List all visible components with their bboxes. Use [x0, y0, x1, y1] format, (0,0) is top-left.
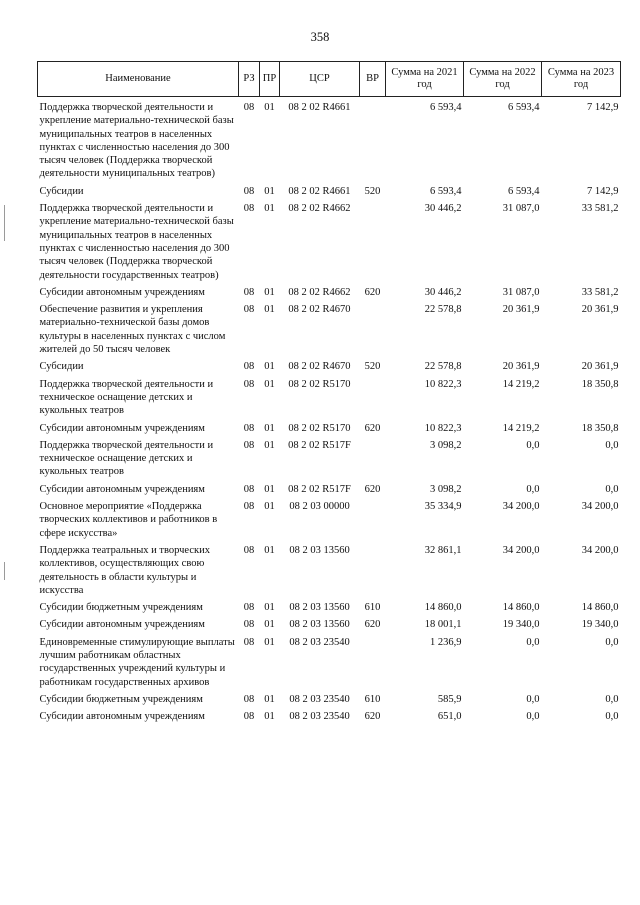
cell-sum-2021: 10 822,3 — [424, 378, 462, 390]
cell-sum-2021: 30 446,2 — [424, 286, 462, 298]
cell-sum-2023: 33 581,2 — [581, 286, 619, 298]
header-vr: ВР — [360, 62, 386, 97]
cell-sum-2022: 34 200,0 — [502, 544, 540, 556]
cell-name: Субсидии — [39, 361, 84, 373]
table-row — [38, 286, 621, 303]
cell-sum-2023: 18 350,8 — [581, 378, 619, 390]
cell-pr: 01 — [264, 185, 275, 197]
header-sum-2022: Сумма на 2022 год — [464, 62, 542, 97]
cell-csr: 08 2 03 23540 — [289, 711, 350, 723]
cell-sum-2023: 14 860,0 — [581, 602, 619, 614]
cell-name: Субсидии автономным учреждениям — [39, 711, 205, 723]
cell-rz: 08 — [243, 483, 255, 495]
cell-rz: 08 — [243, 185, 255, 197]
cell-sum-2023: 20 361,9 — [581, 361, 619, 373]
cell-vr: 520 — [364, 185, 381, 197]
cell-sum-2021: 35 334,9 — [424, 501, 462, 513]
table-row — [38, 185, 621, 202]
cell-sum-2021: 18 001,1 — [424, 619, 462, 631]
cell-csr: 08 2 02 R4661 — [288, 102, 351, 113]
scan-margin-mark — [4, 205, 5, 241]
cell-pr: 01 — [264, 544, 275, 556]
cell-csr: 08 2 02 R4661 — [288, 185, 351, 197]
cell-sum-2022: 20 361,9 — [502, 304, 540, 316]
cell-name: Основное мероприятие «Поддержка творческих коллективов и работников в сфере искусства» — [39, 501, 218, 539]
header-rz: РЗ — [239, 62, 260, 97]
cell-csr: 08 2 02 R5170 — [288, 378, 351, 390]
cell-pr: 01 — [264, 619, 275, 631]
cell-name: Поддержка творческой деятельности и техническое оснащение детских и кукольных театров — [39, 439, 214, 478]
cell-vr — [360, 636, 386, 693]
cell-sum-2022: 6 593,4 — [508, 102, 540, 113]
cell-pr: 01 — [264, 203, 275, 215]
cell-rz: 08 — [243, 711, 255, 723]
cell-name: Единовременные стимулирующие выплаты лучшим работникам областных государственных учреждений культуры и работникам государственных архивов — [39, 636, 235, 688]
cell-csr: 08 2 03 23540 — [289, 636, 350, 648]
cell-csr: 08 2 02 R4662 — [288, 203, 351, 215]
table-row — [38, 439, 621, 483]
cell-pr: 01 — [264, 304, 275, 316]
table-row — [38, 422, 621, 439]
cell-rz: 08 — [243, 693, 255, 705]
cell-rz: 08 — [243, 203, 255, 215]
cell-sum-2023: 7 142,9 — [587, 102, 619, 113]
table-body — [38, 97, 621, 728]
cell-pr: 01 — [264, 361, 275, 373]
table-row — [38, 378, 621, 422]
table-row — [38, 710, 621, 727]
cell-vr — [360, 439, 386, 483]
cell-sum-2022: 0,0 — [526, 483, 540, 495]
cell-sum-2022: 19 340,0 — [502, 619, 540, 631]
cell-sum-2021: 6 593,4 — [430, 102, 462, 113]
cell-sum-2021: 30 446,2 — [424, 203, 462, 215]
cell-csr: 08 2 02 R4670 — [288, 361, 351, 373]
cell-vr: 610 — [364, 693, 381, 705]
cell-sum-2022: 34 200,0 — [502, 501, 540, 513]
cell-rz: 08 — [243, 378, 255, 390]
cell-vr: 620 — [364, 422, 381, 434]
cell-sum-2023: 18 350,8 — [581, 422, 619, 434]
cell-pr: 01 — [264, 602, 275, 614]
cell-sum-2022: 6 593,4 — [508, 185, 540, 197]
cell-sum-2022: 14 219,2 — [502, 378, 540, 390]
cell-sum-2021: 1 236,9 — [430, 636, 462, 648]
cell-sum-2022: 0,0 — [526, 636, 540, 648]
cell-name: Обеспечение развития и укрепления материально-технической базы домов культуры в населенных пунктах с числом жителей до 50 тысяч человек — [39, 304, 226, 356]
cell-sum-2023: 20 361,9 — [581, 304, 619, 316]
cell-name: Субсидии автономным учреждениям — [39, 422, 205, 434]
header-csr: ЦСР — [280, 62, 360, 97]
header-sum-2023: Сумма на 2023 год — [542, 62, 621, 97]
cell-vr: 520 — [364, 361, 381, 373]
cell-sum-2021: 32 861,1 — [424, 544, 462, 556]
table-row — [38, 360, 621, 377]
table-row — [38, 693, 621, 710]
cell-sum-2023: 0,0 — [605, 439, 619, 451]
cell-vr: 620 — [364, 711, 381, 723]
cell-sum-2021: 14 860,0 — [424, 602, 462, 614]
scan-margin-mark — [4, 562, 5, 580]
cell-vr — [360, 544, 386, 601]
cell-csr: 08 2 03 13560 — [289, 544, 350, 556]
cell-csr: 08 2 03 13560 — [289, 619, 350, 631]
header-pr: ПР — [260, 62, 280, 97]
cell-sum-2022: 0,0 — [526, 693, 540, 705]
cell-pr: 01 — [264, 483, 275, 495]
cell-sum-2023: 33 581,2 — [581, 203, 619, 215]
table-row — [38, 500, 621, 544]
cell-sum-2022: 31 087,0 — [502, 203, 540, 215]
cell-pr: 01 — [264, 501, 275, 513]
cell-name: Субсидии автономным учреждениям — [39, 619, 205, 631]
cell-csr: 08 2 02 R4670 — [288, 304, 351, 316]
cell-rz: 08 — [243, 286, 255, 298]
header-sum-2021: Сумма на 2021 год — [386, 62, 464, 97]
cell-rz: 08 — [243, 361, 255, 373]
cell-rz: 08 — [243, 636, 255, 648]
cell-name: Поддержка театральных и творческих коллективов, осуществляющих свою деятельность в области культуры и искусства — [39, 544, 210, 596]
cell-sum-2021: 585,9 — [437, 693, 462, 705]
cell-pr: 01 — [264, 378, 275, 390]
cell-sum-2023: 0,0 — [605, 483, 619, 495]
cell-csr: 08 2 02 R5170 — [288, 422, 351, 434]
cell-name: Субсидии бюджетным учреждениям — [39, 693, 203, 705]
cell-csr: 08 2 02 R517F — [288, 483, 351, 495]
cell-vr: 620 — [364, 483, 381, 495]
cell-sum-2021: 3 098,2 — [430, 483, 462, 495]
cell-vr — [360, 500, 386, 544]
cell-name: Субсидии бюджетным учреждениям — [39, 602, 203, 614]
table-header-row — [38, 62, 621, 97]
cell-pr: 01 — [264, 422, 275, 434]
cell-sum-2023: 0,0 — [605, 636, 619, 648]
cell-sum-2022: 0,0 — [526, 711, 540, 723]
cell-sum-2021: 3 098,2 — [430, 439, 462, 451]
table-row — [38, 618, 621, 635]
cell-sum-2022: 31 087,0 — [502, 286, 540, 298]
cell-name: Поддержка творческой деятельности и техническое оснащение детских и кукольных театров — [39, 378, 214, 417]
cell-sum-2021: 22 578,8 — [424, 361, 462, 373]
cell-sum-2023: 7 142,9 — [587, 185, 619, 197]
cell-rz: 08 — [243, 544, 255, 556]
cell-sum-2023: 0,0 — [605, 693, 619, 705]
cell-sum-2023: 34 200,0 — [581, 544, 619, 556]
cell-sum-2022: 14 219,2 — [502, 422, 540, 434]
cell-sum-2021: 6 593,4 — [430, 185, 462, 197]
cell-pr: 01 — [264, 636, 275, 648]
cell-rz: 08 — [243, 422, 255, 434]
cell-sum-2023: 19 340,0 — [581, 619, 619, 631]
cell-vr: 620 — [364, 619, 381, 631]
cell-vr: 610 — [364, 602, 381, 614]
cell-name: Субсидии автономным учреждениям — [39, 483, 205, 495]
table-row — [38, 544, 621, 601]
cell-name: Поддержка творческой деятельности и укрепление материально-технической базы муниципальных театров в населенных пунктах с численностью населения до 300 тысяч человек (Поддержка творческой деятельности государственных театров) — [39, 203, 234, 281]
cell-rz: 08 — [243, 102, 255, 113]
cell-name: Поддержка творческой деятельности и укрепление материально-технической базы муниципальных театров в населенных пунктах с численностью населения до 300 тысяч человек (Поддержка творческой деятельности муниципальных театров) — [39, 102, 234, 180]
cell-sum-2021: 10 822,3 — [424, 422, 462, 434]
budget-table — [37, 61, 621, 727]
cell-sum-2022: 20 361,9 — [502, 361, 540, 373]
cell-vr — [360, 97, 386, 185]
cell-sum-2021: 22 578,8 — [424, 304, 462, 316]
cell-csr: 08 2 03 00000 — [289, 501, 350, 513]
table-row — [38, 303, 621, 360]
cell-pr: 01 — [264, 286, 275, 298]
cell-vr — [360, 202, 386, 286]
cell-vr: 620 — [364, 286, 381, 298]
table-row — [38, 483, 621, 500]
cell-csr: 08 2 03 13560 — [289, 602, 350, 614]
cell-rz: 08 — [243, 501, 255, 513]
cell-pr: 01 — [264, 439, 275, 451]
cell-vr — [360, 303, 386, 360]
table-row — [38, 636, 621, 693]
cell-csr: 08 2 02 R517F — [288, 439, 351, 451]
cell-pr: 01 — [264, 693, 275, 705]
cell-csr: 08 2 03 23540 — [289, 693, 350, 705]
cell-rz: 08 — [243, 602, 255, 614]
cell-sum-2021: 651,0 — [437, 711, 462, 723]
cell-rz: 08 — [243, 619, 255, 631]
cell-pr: 01 — [264, 711, 275, 723]
cell-rz: 08 — [243, 439, 255, 451]
table-row — [38, 202, 621, 286]
cell-csr: 08 2 02 R4662 — [288, 286, 351, 298]
cell-name: Субсидии автономным учреждениям — [39, 286, 205, 298]
table-row — [38, 97, 621, 185]
cell-pr: 01 — [264, 102, 275, 113]
cell-sum-2022: 0,0 — [526, 439, 540, 451]
cell-sum-2023: 34 200,0 — [581, 501, 619, 513]
header-name: Наименование — [38, 62, 239, 97]
cell-name: Субсидии — [39, 185, 84, 197]
cell-sum-2022: 14 860,0 — [502, 602, 540, 614]
cell-vr — [360, 378, 386, 422]
cell-sum-2023: 0,0 — [605, 711, 619, 723]
page-number: 358 — [310, 30, 330, 44]
cell-rz: 08 — [243, 304, 255, 316]
table-row — [38, 601, 621, 618]
